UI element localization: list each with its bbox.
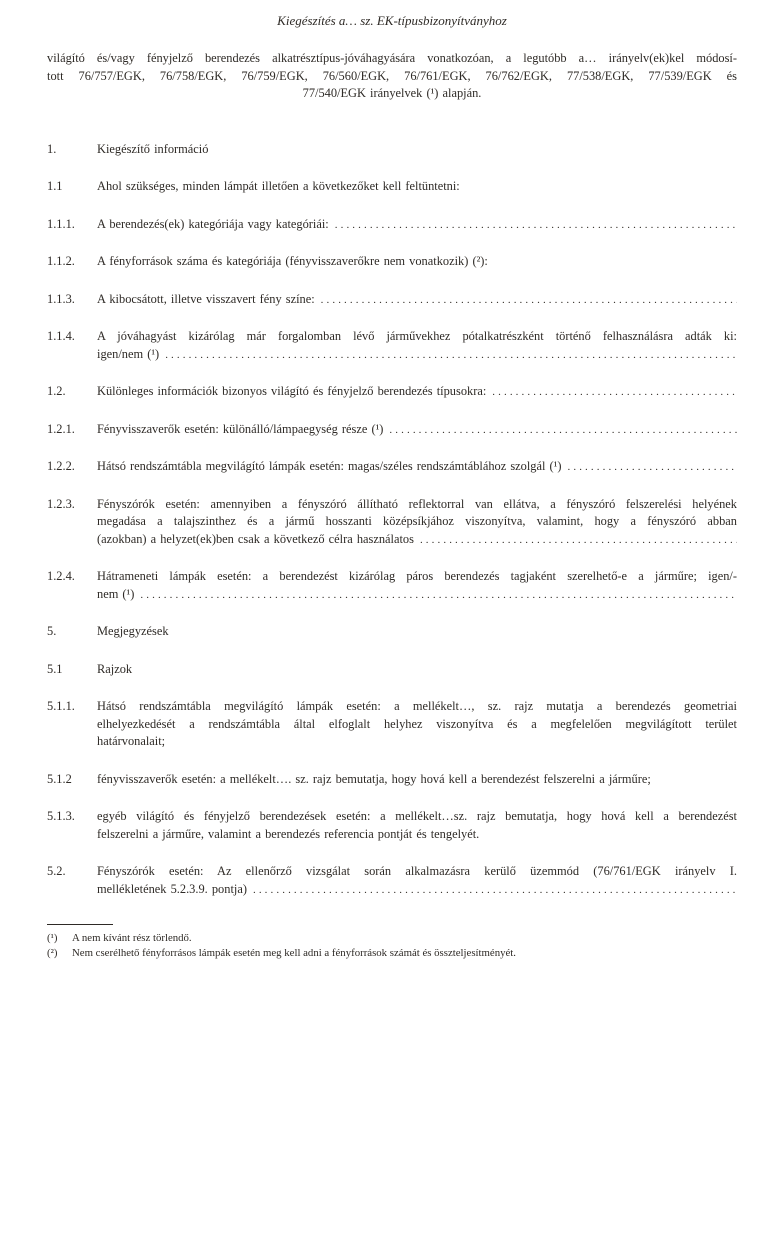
clause-line: megadása a talajszinthez és a jármű hosszanti középsíkjához viszonyítva, valamint, hogy a fényszóró abban	[97, 514, 737, 528]
clause-line	[97, 421, 737, 439]
clause-body	[97, 698, 737, 751]
clause-body	[97, 661, 737, 679]
clause-number: 1.	[47, 141, 57, 156]
clause-number: 1.2.3.	[47, 496, 75, 511]
clause-text: (azokban) a helyzet(ek)ben csak a következő célra használatos	[97, 531, 414, 546]
clause-text: nem (¹)	[97, 586, 135, 601]
clause-number: 5.1.2	[47, 771, 72, 786]
clause-item	[47, 216, 737, 234]
clause-body	[97, 496, 737, 549]
dotted-leader	[335, 216, 737, 234]
clause-line	[97, 346, 737, 364]
clause-number: 5.	[47, 624, 57, 638]
clause-line	[97, 216, 737, 234]
clause-item	[47, 661, 737, 679]
dotted-leader	[389, 421, 737, 439]
clause-text: A berendezés(ek) kategóriája vagy kategóriái:	[97, 216, 329, 231]
clause-line: Hátrameneti lámpák esetén: a berendezést kizárólag páros berendezés tagjaként szerelhető-e a járműre; igen/-	[97, 569, 737, 583]
clause-number: 5.1.3.	[47, 809, 75, 823]
clause-body	[97, 291, 737, 309]
intro-line: tott 76/757/EGK, 76/758/EGK, 76/759/EGK, 76/560/EGK, 76/761/EGK, 76/762/EGK, 77/538/EGK, 77/539/EGK és	[47, 68, 737, 83]
intro-paragraph	[47, 50, 737, 103]
clause-body	[97, 383, 737, 401]
dotted-leader	[321, 291, 737, 309]
clause-text: Különleges információk bizonyos világító és fényjelző berendezés típusokra:	[97, 384, 487, 398]
dotted-leader	[165, 346, 737, 364]
clause-body	[97, 623, 737, 641]
dotted-leader	[492, 383, 737, 401]
clause-line: Rajzok	[97, 661, 133, 676]
clause-line: fényvisszaverők esetén: a mellékelt…. sz. rajz bemutatja, hogy hová kell a berendezést felszerelni a járműre;	[97, 771, 651, 786]
dotted-leader	[253, 881, 737, 899]
clause-text: A kibocsátott, illetve visszavert fény színe:	[97, 291, 315, 306]
clause-line: Megjegyzések	[97, 624, 169, 638]
dotted-leader	[420, 531, 737, 549]
clause-item	[47, 178, 737, 196]
clause-line: A jóváhagyást kizárólag már forgalomban lévő járművekhez pótalkatrészként történő felhasználásra adták ki:	[97, 329, 737, 343]
clause-item	[47, 863, 737, 898]
clause-number: 1.2.1.	[47, 421, 75, 436]
clause-line: határvonalait;	[97, 734, 166, 748]
clause-number: 5.1.1.	[47, 699, 75, 713]
dotted-leader	[140, 586, 737, 604]
clause-item	[47, 568, 737, 603]
clause-body	[97, 771, 737, 789]
clause-line	[97, 586, 737, 604]
clause-number: 5.1	[47, 661, 63, 676]
clause-text: mellékletének 5.2.3.9. pontja)	[97, 881, 247, 896]
footnote-rule	[47, 924, 113, 925]
footnote-entry	[47, 931, 737, 946]
clause-number: 1.2.2.	[47, 459, 75, 473]
clause-body	[97, 141, 737, 159]
clause-item	[47, 698, 737, 751]
clause-body	[97, 328, 737, 363]
clause-line: felszerelni a járműre, valamint a berendezés referencia pontját és tengelyét.	[97, 826, 480, 841]
footnote-entry	[47, 946, 737, 961]
clause-item	[47, 328, 737, 363]
clause-text: Hátsó rendszámtábla megvilágító lámpák esetén: magas/széles rendszámtáblához szolgál (¹)	[97, 459, 562, 473]
clause-item	[47, 141, 737, 159]
clause-body	[97, 458, 737, 476]
clause-line: Kiegészítő információ	[97, 141, 209, 156]
intro-line: 77/540/EGK irányelvek (¹) alapján.	[302, 86, 482, 100]
footnotes	[47, 924, 737, 960]
clause-item	[47, 808, 737, 843]
footnote-marker: (²)	[47, 946, 58, 959]
clause-line: A fényforrások száma és kategóriája (fényvisszaverőkre nem vonatkozik) (²):	[97, 254, 488, 268]
clause-body	[97, 178, 737, 196]
clause-line: Hátsó rendszámtábla megvilágító lámpák esetén: a mellékelt…, sz. rajz mutatja a berendezés geometriai	[97, 699, 737, 713]
clause-line	[97, 383, 737, 401]
clause-item	[47, 421, 737, 439]
dotted-leader	[568, 458, 738, 476]
clause-body	[97, 568, 737, 603]
clause-number: 1.2.4.	[47, 569, 75, 583]
clause-text: igen/nem (¹)	[97, 346, 160, 361]
footnote-text: Nem cserélhető fényforrásos lámpák esetén meg kell adni a fényforrások számát és összteljesítményét.	[72, 946, 517, 959]
clause-line: Fényszórók esetén: Az ellenőrző vizsgálat során alkalmazásra kerülő üzemmód (76/761/EGK irányelv I.	[97, 864, 737, 878]
intro-line: világító és/vagy fényjelző berendezés alkatrésztípus-jóváhagyására vonatkozóan, a legutóbb a… irányelv(ek)kel módosí-	[47, 51, 737, 65]
clause-number: 5.2.	[47, 864, 66, 878]
clause-item	[47, 623, 737, 641]
clause-line: elhelyezkedését a rendszámtábla által elfoglalt helyhez viszonyítva és a megfelelően megvilágított terület	[97, 716, 737, 731]
clause-item	[47, 458, 737, 476]
clause-line	[97, 291, 737, 309]
clause-body	[97, 421, 737, 439]
clause-line: Fényszórók esetén: amennyiben a fényszóró állítható reflektorral van ellátva, a fényszóró felszerelési helyének	[97, 496, 737, 511]
clause-number: 1.1.3.	[47, 291, 75, 306]
clause-text: Fényvisszaverők esetén: különálló/lámpaegység része (¹)	[97, 421, 384, 436]
clause-line	[97, 531, 737, 549]
clause-body	[97, 863, 737, 898]
clause-item	[47, 291, 737, 309]
clause-line	[97, 458, 737, 476]
clause-item	[47, 253, 737, 271]
clause-number: 1.1.2.	[47, 254, 75, 268]
clause-line: egyéb világító és fényjelző berendezések esetén: a mellékelt…sz. rajz bemutatja, hogy hová kell a berendezést	[97, 809, 737, 823]
clause-line: Ahol szükséges, minden lámpát illetően a következőket kell feltüntetni:	[97, 179, 460, 193]
clause-body	[97, 253, 737, 271]
footnote-entries	[47, 931, 737, 960]
clause-body	[97, 808, 737, 843]
footnote-text: A nem kívánt rész törlendő.	[72, 932, 192, 944]
document-title: Kiegészítés a… sz. EK-típusbizonyítványhoz	[277, 13, 507, 28]
clause-body	[97, 216, 737, 234]
footnote-marker: (¹)	[47, 932, 58, 944]
clauses	[47, 141, 737, 899]
clause-item	[47, 496, 737, 549]
clause-line	[97, 881, 737, 899]
clause-number: 1.1	[47, 179, 63, 193]
clause-number: 1.1.4.	[47, 329, 75, 343]
clause-number: 1.1.1.	[47, 216, 75, 231]
clause-number: 1.2.	[47, 384, 66, 398]
clause-item	[47, 383, 737, 401]
clause-item	[47, 771, 737, 789]
